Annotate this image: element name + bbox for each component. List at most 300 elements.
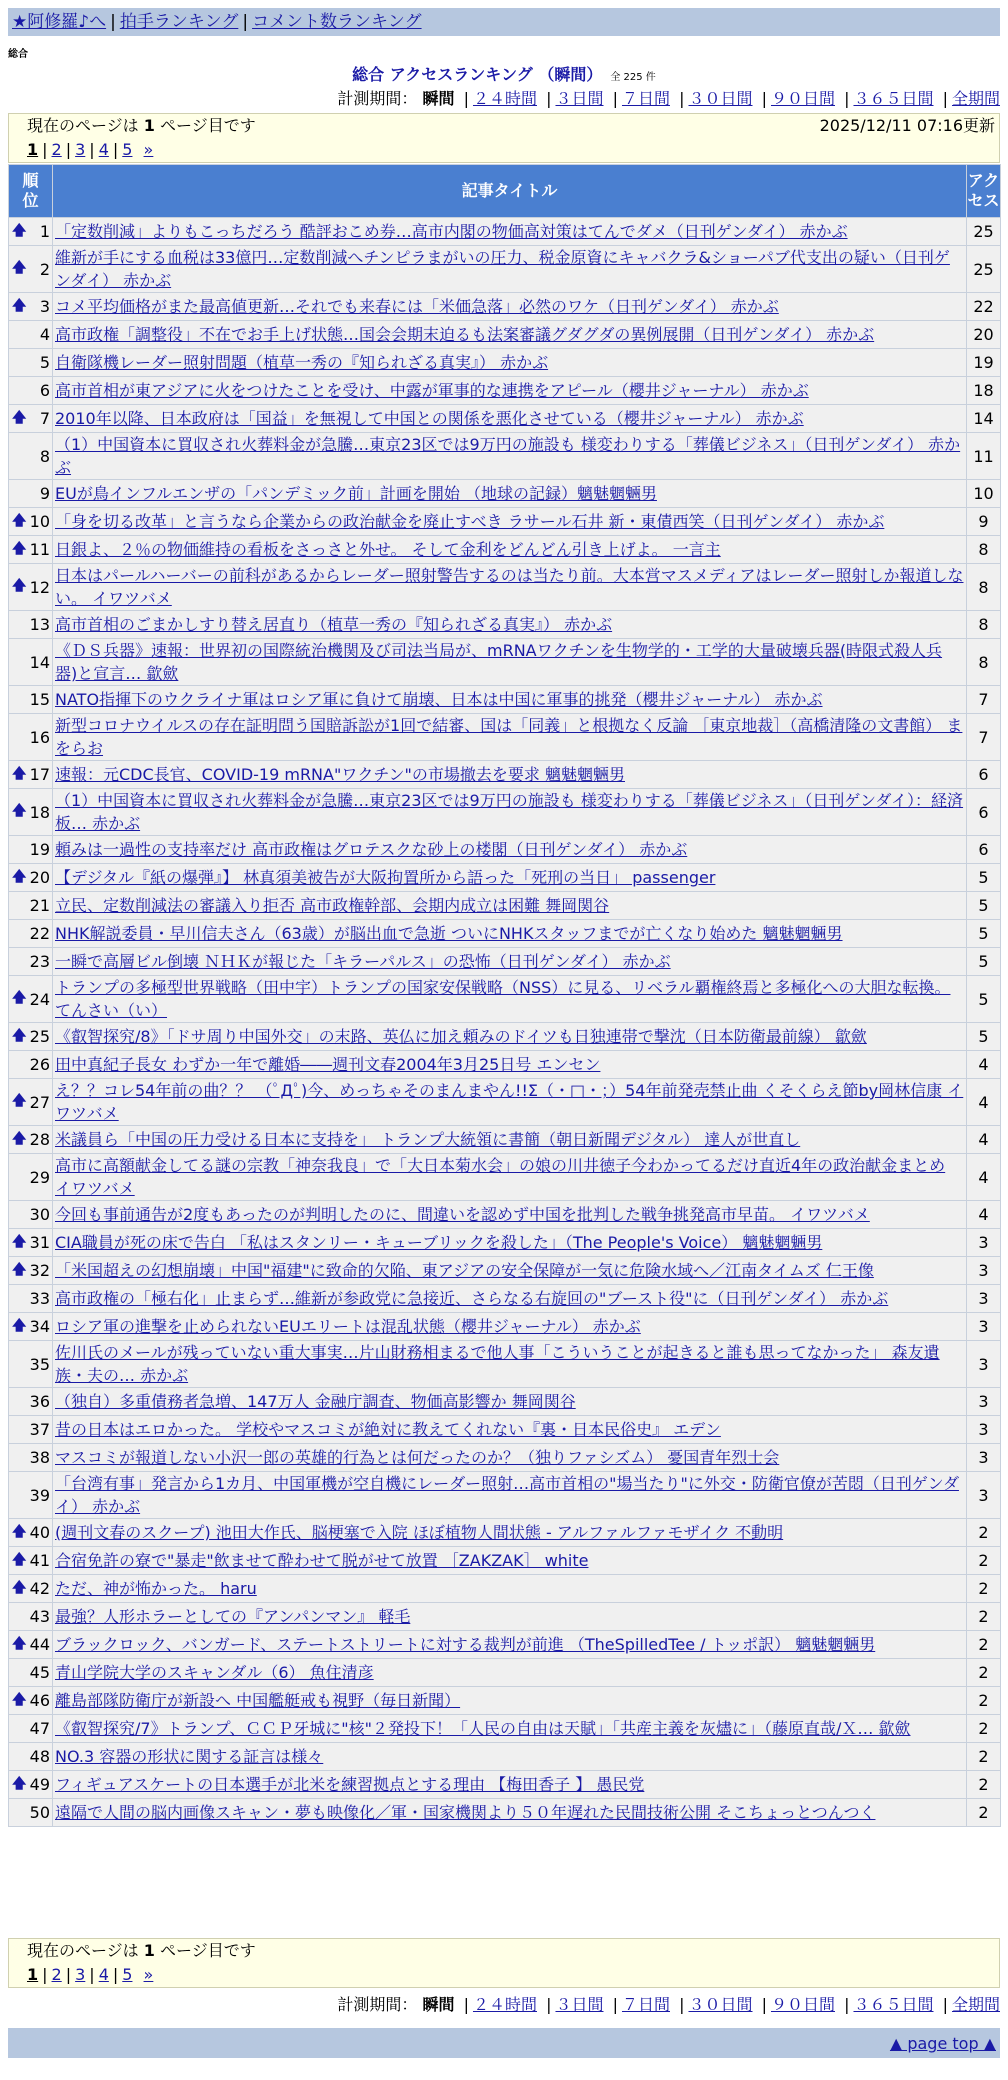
rank-cell <box>9 639 53 686</box>
article-title-link[interactable]: コメ平均価格がまた最高値更新…それでも来春には「米価急落」必然のワケ（日刊ゲンダイ） 赤かぶ <box>55 297 779 316</box>
title-cell <box>53 218 967 246</box>
rank-header-text: 順位 <box>22 171 39 210</box>
title-cell <box>53 1257 967 1285</box>
title-cell <box>53 611 967 639</box>
period-selector-top <box>337 86 1000 109</box>
title-cell <box>53 976 967 1023</box>
rank-up-arrow-icon: 🡅 <box>12 1775 27 1792</box>
pager-top <box>8 113 1000 163</box>
page-top-link[interactable]: ▲ page top ▲ <box>889 2034 996 2053</box>
article-title-link[interactable]: 日銀よ、２％の物価維持の看板をさっさと外せ。 そして金利をどんどん引き上げよ。 一言主 <box>55 540 721 559</box>
rank-number: 39 <box>29 1485 50 1505</box>
rank-cell <box>9 536 53 564</box>
pager-separator: | <box>112 1965 119 1984</box>
page-5-link[interactable]: 5 <box>122 140 133 159</box>
rank-number: 13 <box>29 615 50 634</box>
period-3d-link[interactable]: ３日間 <box>555 89 604 108</box>
page-5-link[interactable]: 5 <box>122 1965 133 1984</box>
article-title-link[interactable]: CIA職員が死の床で告白 「私はスタンリー・キューブリックを殺した」（The People's Voice） 魑魅魍魎男 <box>55 1233 823 1252</box>
article-title-link[interactable]: ただ、神が怖かった。 haru <box>55 1579 257 1598</box>
ranking-count: 全 225 件 <box>610 72 656 83</box>
access-count: 6 <box>967 836 1001 864</box>
rank-up-arrow-icon: 🡅 <box>12 990 27 1006</box>
rank-cell <box>9 789 53 836</box>
rank-cell <box>9 405 53 433</box>
access-count: 5 <box>967 1023 1001 1051</box>
rank-number: 38 <box>29 1448 50 1467</box>
rank-cell <box>9 1388 53 1416</box>
title-cell <box>53 246 967 293</box>
article-title-link[interactable]: 頼みは一過性の支持率だけ 高市政権はグロテスクな砂上の楼閣（日刊ゲンダイ） 赤かぶ <box>55 840 688 859</box>
title-cell <box>53 1201 967 1229</box>
rank-cell <box>9 1126 53 1154</box>
title-cell <box>53 433 967 480</box>
rank-number: 33 <box>29 1289 50 1308</box>
rank-up-arrow-icon: 🡅 <box>12 1691 27 1708</box>
article-title-link[interactable]: 最強？人形ホラーとしての『アンパンマン』 軽毛 <box>55 1607 411 1626</box>
rank-number: 26 <box>29 1055 50 1074</box>
article-title-link[interactable]: 「台湾有事」発言から1カ月、中国軍機が空自機にレーダー照射…高市首相の"場当たり"に外交・防衛官僚が苦悶（日刊ゲンダイ） 赤かぶ <box>55 1474 959 1516</box>
rank-cell <box>9 1519 53 1547</box>
access-count: 4 <box>967 1154 1001 1201</box>
rank-up-arrow-icon: 🡅 <box>12 540 27 557</box>
ranking-table-body <box>9 218 1001 1827</box>
article-title-link[interactable]: 田中真紀子長女 わずか一年で離婚――週刊文春2004年3月25日号 エンセン <box>55 1055 601 1074</box>
rank-cell <box>9 761 53 789</box>
rank-cell <box>9 1444 53 1472</box>
rank-number: 7 <box>39 409 50 428</box>
access-header-text: アクセス <box>967 171 1000 210</box>
rank-cell <box>9 1575 53 1603</box>
rank-cell <box>9 1771 53 1799</box>
article-title-link[interactable]: NATO指揮下のウクライナ軍はロシア軍に負けて崩壊、日本は中国に軍事的挑発（櫻井ジャーナル） 赤かぶ <box>55 690 823 709</box>
access-count: 3 <box>967 1313 1001 1341</box>
ranking-row <box>9 1575 1001 1603</box>
title-cell <box>53 1715 967 1743</box>
ranking-row <box>9 218 1001 246</box>
rank-number: 17 <box>29 765 50 784</box>
ranking-row <box>9 1257 1001 1285</box>
pager-status <box>9 114 999 137</box>
period-24h-link[interactable]: ２４時間 <box>472 89 537 108</box>
ranking-title-text: 総合 アクセスランキング （瞬間） <box>352 65 603 84</box>
page-2-link[interactable]: 2 <box>51 140 62 159</box>
page-4-link[interactable]: 4 <box>98 140 109 159</box>
title-cell <box>53 1444 967 1472</box>
article-title-link[interactable]: 自衛隊機レーダー照射問題（植草一秀の『知られざる真実』） 赤かぶ <box>55 353 549 372</box>
pager-suffix: ページ目です <box>160 1941 256 1960</box>
access-count: 7 <box>967 714 1001 761</box>
rank-cell <box>9 1229 53 1257</box>
rank-number: 50 <box>29 1803 50 1822</box>
ranking-row <box>9 1023 1001 1051</box>
rank-number: 4 <box>39 325 50 344</box>
period-separator: | <box>844 89 850 108</box>
ranking-row <box>9 1715 1001 1743</box>
article-title-link[interactable]: 高市首相が東アジアに火をつけたことを受け、中露が軍事的な連携をアピール（櫻井ジャーナル） 赤かぶ <box>55 381 809 400</box>
access-count: 3 <box>967 1257 1001 1285</box>
ranking-row <box>9 349 1001 377</box>
rank-cell <box>9 1341 53 1388</box>
title-cell <box>53 761 967 789</box>
article-title-link[interactable]: 遠隔で人間の脳内画像スキャン・夢も映像化／軍・国家機関より５０年遅れた民間技術公開 そこちょっとつんつく <box>55 1803 876 1822</box>
title-cell <box>53 349 967 377</box>
article-title-link[interactable]: 日本はパールハーバーの前科があるからレーダー照射警告するのは当たり前。大本営マスメディアはレーダー照射しか報道しない。 イワツバメ <box>55 566 964 608</box>
period-current: 瞬間 <box>422 1995 455 2014</box>
page-3-link[interactable]: 3 <box>75 1965 86 1984</box>
page-4-link[interactable]: 4 <box>98 1965 109 1984</box>
article-title-link[interactable]: 高市政権の「極右化」止まらず…維新が参政党に急接近、さらなる右旋回の"ブースト役"に（日刊ゲンダイ） 赤かぶ <box>55 1289 889 1308</box>
rank-cell <box>9 1201 53 1229</box>
period-30d-link[interactable]: ３０日間 <box>688 89 753 108</box>
rank-cell <box>9 1472 53 1519</box>
article-title-link[interactable]: 速報：元CDC長官、COVID-19 mRNA"ワクチン"の市場撤去を要求 魑魅魍魎男 <box>55 765 625 784</box>
access-column-header <box>967 165 1001 218</box>
rank-number: 3 <box>39 297 50 316</box>
title-cell <box>53 1313 967 1341</box>
access-count: 2 <box>967 1771 1001 1799</box>
article-title-link[interactable]: 合宿免許の寮で"暴走"飲ませて酔わせて脱がせて放置 ［ZAKZAK］ white <box>55 1551 589 1570</box>
access-count: 14 <box>967 405 1001 433</box>
access-count: 8 <box>967 536 1001 564</box>
pager-separator: | <box>89 140 95 159</box>
rank-cell <box>9 611 53 639</box>
period-3d-link[interactable]: ３日間 <box>555 1995 604 2014</box>
rank-number: 34 <box>29 1317 50 1336</box>
period-90d-link[interactable]: ９０日間 <box>770 89 835 108</box>
ranking-row <box>9 686 1001 714</box>
rank-number: 1 <box>39 222 50 241</box>
rank-up-arrow-icon: 🡅 <box>12 1130 27 1147</box>
ranking-row <box>9 1313 1001 1341</box>
article-title-link[interactable]: 高市に高額献金してる謎の宗教「神奈我良」で「大日本菊水会」の娘の川井徳子今わかってるだけ直近4年の政治献金まとめ イワツバメ <box>55 1156 946 1198</box>
article-title-link[interactable]: （1）中国資本に買収され火葬料金が急騰…東京23区では9万円の施設も 様変わりする「葬儀ビジネス」（日刊ゲンダイ） 赤かぶ <box>55 435 961 477</box>
period-separator: | <box>612 1995 618 2014</box>
rank-cell <box>9 1416 53 1444</box>
period-all-link[interactable]: 全期間 <box>951 1995 1000 2014</box>
ranking-row <box>9 1341 1001 1388</box>
rank-number: 28 <box>29 1130 50 1149</box>
ranking-row <box>9 1201 1001 1229</box>
article-title-link[interactable]: 「米国超えの幻想崩壊」中国"福建"に致命的欠陥、東アジアの安全保障が一気に危険水域へ／江南タイムズ 仁王像 <box>55 1261 874 1280</box>
access-count: 9 <box>967 508 1001 536</box>
title-cell <box>53 1771 967 1799</box>
access-count: 3 <box>967 1285 1001 1313</box>
rank-cell <box>9 976 53 1023</box>
rank-up-arrow-icon: 🡅 <box>12 1317 27 1334</box>
access-count: 6 <box>967 789 1001 836</box>
article-title-link[interactable]: 《叡智探究/7》トランプ、ＣＣＰ牙城に"核"２発投下！「人民の自由は天賦」「共産主義を灰燼に」（藤原直哉/Ｘ… 歙歛 <box>55 1719 911 1738</box>
rank-cell <box>9 714 53 761</box>
access-count: 2 <box>967 1659 1001 1687</box>
period-separator: | <box>612 89 618 108</box>
rank-cell <box>9 349 53 377</box>
rank-cell <box>9 1631 53 1659</box>
rank-number: 11 <box>29 540 50 559</box>
article-title-link[interactable]: 今回も事前通告が2度もあったのが判明したのに、間違いを認めず中国を批判した戦争挑発高市早苗。 イワツバメ <box>55 1205 870 1224</box>
ranking-row <box>9 976 1001 1023</box>
next-page-link[interactable]: » <box>143 140 154 159</box>
asyura-home-link[interactable]: ★阿修羅♪へ <box>12 12 107 32</box>
ranking-row <box>9 405 1001 433</box>
ranking-row <box>9 1659 1001 1687</box>
comment-ranking-link[interactable]: コメント数ランキング <box>252 12 422 32</box>
period-separator: | <box>679 89 685 108</box>
period-7d-link[interactable]: ７日間 <box>621 1995 670 2014</box>
rank-number: 5 <box>39 353 50 372</box>
article-title-link[interactable]: EUが鳥インフルエンザの「パンデミック前」計画を開始 （地球の記録）魑魅魍魎男 <box>55 484 657 503</box>
access-count: 4 <box>967 1079 1001 1126</box>
title-cell <box>53 686 967 714</box>
access-count: 2 <box>967 1575 1001 1603</box>
pager-separator: | <box>42 1965 48 1984</box>
access-count: 2 <box>967 1687 1001 1715</box>
article-title-link[interactable]: 立民、定数削減法の審議入り拒否 高市政権幹部、会期内成立は困難 舞岡関谷 <box>55 896 610 915</box>
page-3-link[interactable]: 3 <box>75 140 86 159</box>
rank-number: 6 <box>39 381 50 400</box>
title-cell <box>53 714 967 761</box>
article-title-link[interactable]: ブラックロック、バンガード、ステートストリートに対する裁判が前進 （TheSpilledTee / トッポ訳） 魑魅魍魎男 <box>55 1635 876 1654</box>
rank-number: 37 <box>29 1420 50 1439</box>
title-cell <box>53 1631 967 1659</box>
rank-cell <box>9 246 53 293</box>
rank-cell <box>9 1659 53 1687</box>
article-title-link[interactable]: 高市首相のごまかしすり替え居直り（植草一秀の『知られざる真実』） 赤かぶ <box>55 615 613 634</box>
ranking-row <box>9 892 1001 920</box>
period-90d-link[interactable]: ９０日間 <box>770 1995 835 2014</box>
title-cell <box>53 536 967 564</box>
article-title-link[interactable]: （独自）多重債務者急増、147万人 金融庁調査、物価高影響か 舞岡関谷 <box>55 1392 576 1411</box>
title-cell <box>53 836 967 864</box>
rank-cell <box>9 686 53 714</box>
pager-links <box>9 137 999 162</box>
rank-number: 44 <box>29 1635 50 1654</box>
article-title-link[interactable]: 《ＤＳ兵器》速報：世界初の国際統治機関及び司法当局が、mRNAワクチンを生物学的・工学的大量破壊兵器(時限式殺人兵器)と宣言… 歙歛 <box>55 641 943 683</box>
period-separator: | <box>761 1995 767 2014</box>
access-count: 2 <box>967 1603 1001 1631</box>
ranking-row <box>9 920 1001 948</box>
article-title-link[interactable]: 昔の日本はエロかった。 学校やマスコミが絶対に教えてくれない『裏・日本民俗史』 エデン <box>55 1420 721 1439</box>
rank-cell <box>9 864 53 892</box>
article-title-link[interactable]: 2010年以降、日本政府は「国益」を無視して中国との関係を悪化させている（櫻井ジャーナル） 赤かぶ <box>55 409 804 428</box>
next-page-link[interactable]: » <box>143 1965 154 1984</box>
rank-up-arrow-icon: 🡅 <box>12 765 27 782</box>
ranking-row <box>9 321 1001 349</box>
access-count: 3 <box>967 1444 1001 1472</box>
rank-number: 23 <box>29 952 50 971</box>
title-cell <box>53 405 967 433</box>
rank-cell <box>9 1547 53 1575</box>
rank-up-arrow-icon: 🡅 <box>12 1093 27 1109</box>
title-cell <box>53 639 967 686</box>
article-title-link[interactable]: (週刊文春のスクープ) 池田大作氏、脳梗塞で入院 ほぼ植物人間状態 - アルファルファモザイク 不動明 <box>55 1523 784 1542</box>
title-cell <box>53 864 967 892</box>
title-cell <box>53 1285 967 1313</box>
ranking-row <box>9 1687 1001 1715</box>
rank-cell <box>9 1154 53 1201</box>
rank-number: 24 <box>29 989 50 1009</box>
rank-cell <box>9 377 53 405</box>
rank-up-arrow-icon: 🡅 <box>12 1233 27 1250</box>
rank-number: 21 <box>29 896 50 915</box>
period-all-link[interactable]: 全期間 <box>951 89 1000 108</box>
title-cell <box>53 920 967 948</box>
access-count: 10 <box>967 480 1001 508</box>
title-cell <box>53 508 967 536</box>
article-title-link[interactable]: 青山学院大学のスキャンダル（6） 魚住清彦 <box>55 1663 374 1682</box>
rank-cell <box>9 892 53 920</box>
rank-number: 14 <box>29 652 50 672</box>
rank-number: 40 <box>29 1523 50 1542</box>
pager-prefix: 現在のページは <box>27 116 139 135</box>
access-count: 3 <box>967 1388 1001 1416</box>
rank-number: 30 <box>29 1205 50 1224</box>
ranking-row <box>9 1472 1001 1519</box>
rank-up-arrow-icon: 🡅 <box>12 260 27 276</box>
article-title-link[interactable]: 「定数削減」よりもこっちだろう 酷評おこめ券…高市内閣の物価高対策はてんでダメ（日刊ゲンダイ） 赤かぶ <box>55 222 848 241</box>
article-title-link[interactable]: 「身を切る改革」と言うなら企業からの政治献金を廃止すべき ラサール石井 新・東債西笑（日刊ゲンダイ） 赤かぶ <box>55 512 885 531</box>
access-count: 2 <box>967 1519 1001 1547</box>
article-title-link[interactable]: NO.3 容器の形状に関する証言は様々 <box>55 1747 324 1766</box>
article-title-link[interactable]: え？？コレ54年前の曲？？ （ﾟДﾟ)今、めっちゃそのまんまやん!!Σ（・□・；）54年前発売禁止曲 くそくらえ節by岡林信康 イワツバメ <box>55 1081 964 1123</box>
rank-cell <box>9 321 53 349</box>
rank-number: 19 <box>29 840 50 859</box>
rank-cell <box>9 1285 53 1313</box>
ranking-row <box>9 564 1001 611</box>
access-count: 18 <box>967 377 1001 405</box>
access-count: 5 <box>967 864 1001 892</box>
access-count: 20 <box>967 321 1001 349</box>
article-title-link[interactable]: 《叡智探究/8》「ドサ周り中国外交」の末路、英仏に加え頼みのドイツも日独連帯で撃沈（日本防衛最前線） 歙歛 <box>55 1027 867 1046</box>
article-title-link[interactable]: （1）中国資本に買収され火葬料金が急騰…東京23区では9万円の施設も 様変わりする「葬儀ビジネス」（日刊ゲンダイ）：経済板… 赤かぶ <box>55 791 964 833</box>
title-cell <box>53 480 967 508</box>
period-24h-link[interactable]: ２４時間 <box>472 1995 537 2014</box>
rank-number: 20 <box>29 868 50 887</box>
title-cell <box>53 892 967 920</box>
access-count: 2 <box>967 1799 1001 1827</box>
rank-cell <box>9 948 53 976</box>
ranking-row <box>9 1547 1001 1575</box>
rank-up-arrow-icon: 🡅 <box>12 297 27 314</box>
period-separator: | <box>679 1995 685 2014</box>
ranking-row <box>9 1603 1001 1631</box>
article-title-link[interactable]: 高市政権「調整役」不在でお手上げ状態…国会会期末迫るも法案審議グダグダの異例展開（日刊ゲンダイ） 赤かぶ <box>55 325 875 344</box>
period-separator: | <box>844 1995 850 2014</box>
pager-current-number: 1 <box>143 116 155 135</box>
pager-separator: | <box>65 140 72 159</box>
ranking-row <box>9 1743 1001 1771</box>
period-365d-link[interactable]: ３６５日間 <box>853 1995 934 2014</box>
article-title-link[interactable]: フィギュアスケートの日本選手が北米を練習拠点とする理由 【梅田香子 】 愚民党 <box>55 1775 645 1794</box>
title-cell <box>53 564 967 611</box>
page-1-current: 1 <box>27 140 39 159</box>
title-cell <box>53 293 967 321</box>
title-cell <box>53 1687 967 1715</box>
rank-cell <box>9 433 53 480</box>
rank-number: 8 <box>39 446 50 466</box>
title-cell <box>53 1603 967 1631</box>
article-title-link[interactable]: 一瞬で高層ビル倒壊 ＮＨＫが報じた「キラーパルス」の恐怖（日刊ゲンダイ） 赤かぶ <box>55 952 671 971</box>
ranking-row <box>9 1799 1001 1827</box>
article-title-link[interactable]: マスコミが報道しない小沢一郎の英雄的行為とは何だったのか？（独りファシズム） 憂国青年烈士会 <box>55 1448 780 1467</box>
rank-number: 36 <box>29 1392 50 1411</box>
period-separator: | <box>546 1995 552 2014</box>
applause-ranking-link[interactable]: 拍手ランキング <box>119 12 239 32</box>
access-count: 8 <box>967 639 1001 686</box>
ranking-row <box>9 293 1001 321</box>
rank-number: 43 <box>29 1607 50 1626</box>
rank-number: 27 <box>29 1092 50 1112</box>
rank-up-arrow-icon: 🡅 <box>12 1551 27 1568</box>
period-current: 瞬間 <box>422 89 455 108</box>
rank-cell <box>9 218 53 246</box>
article-title-link[interactable]: 離島部隊防衛庁が新設へ 中国艦艇戒も視野（毎日新聞） <box>55 1691 461 1710</box>
access-count: 8 <box>967 564 1001 611</box>
period-365d-link[interactable]: ３６５日間 <box>853 89 934 108</box>
access-count: 6 <box>967 761 1001 789</box>
article-title-link[interactable]: 新型コロナウイルスの存在証明問う国賠訴訟が1回で結審、国は「同義」と根拠なく反論 ［東京地裁］（高橋清隆の文書館） まをらお <box>55 716 963 758</box>
access-count: 2 <box>967 1715 1001 1743</box>
nav-separator: | <box>110 12 116 32</box>
category-label: 総合 <box>8 49 28 60</box>
access-count: 25 <box>967 218 1001 246</box>
rank-number: 49 <box>29 1775 50 1794</box>
access-count: 4 <box>967 1126 1001 1154</box>
article-title-link[interactable]: 佐川氏のメールが残っていない重大事実…片山財務相まるで他人事「こういうことが起きると誰も思ってなかった」 森友遺族・夫の… 赤かぶ <box>55 1343 940 1385</box>
page-2-link[interactable]: 2 <box>51 1965 62 1984</box>
period-30d-link[interactable]: ３０日間 <box>688 1995 753 2014</box>
ranking-table-header <box>9 165 1001 218</box>
pager-status-bottom <box>9 1939 999 1962</box>
title-cell <box>53 1079 967 1126</box>
article-title-link[interactable]: ロシア軍の進撃を止められないEUエリートは混乱状態（櫻井ジャーナル） 赤かぶ <box>55 1317 641 1336</box>
article-title-link[interactable]: NHK解説委員・早川信夫さん（63歳）が脳出血で急逝 ついにNHKスタッフまでが亡くなり始めた 魑魅魍魎男 <box>55 924 843 943</box>
title-cell <box>53 1575 967 1603</box>
period-separator: | <box>942 89 948 108</box>
rank-number: 42 <box>29 1579 50 1598</box>
rank-up-arrow-icon: 🡅 <box>12 1027 27 1044</box>
article-title-link[interactable]: トランプの多極型世界戦略（田中宇）トランプの国家安保戦略（NSS）に見る、リベラル覇権終焉と多極化への大胆な転換。 てんさい（い） <box>55 978 951 1020</box>
article-title-link[interactable]: 【デジタル『紙の爆弾』】 林真須美被告が大阪拘置所から語った「死刑の当日」 passenger <box>55 868 716 887</box>
period-separator: | <box>546 89 552 108</box>
ranking-row <box>9 836 1001 864</box>
access-count: 2 <box>967 1547 1001 1575</box>
period-7d-link[interactable]: ７日間 <box>621 89 670 108</box>
ranking-row <box>9 1444 1001 1472</box>
title-cell <box>53 1519 967 1547</box>
period-separator: | <box>761 89 767 108</box>
rank-up-arrow-icon: 🡅 <box>12 578 27 594</box>
ranking-row <box>9 1126 1001 1154</box>
rank-cell <box>9 1079 53 1126</box>
article-title-link[interactable]: 維新が手にする血税は33億円…定数削減へチンピラまがいの圧力、税金原資にキャバクラ&ショーパブ代支出の疑い（日刊ゲンダイ） 赤かぶ <box>55 248 950 290</box>
title-cell <box>53 789 967 836</box>
rank-up-arrow-icon: 🡅 <box>12 1523 27 1540</box>
ranking-row <box>9 714 1001 761</box>
article-title-link[interactable]: 米議員ら「中国の圧力受ける日本に支持を」 トランプ大統領に書簡（朝日新聞デジタル） 達人が世直し <box>55 1130 801 1149</box>
title-cell <box>53 321 967 349</box>
access-count: 11 <box>967 433 1001 480</box>
pager-prefix: 現在のページは <box>27 1941 139 1960</box>
ranking-title <box>0 62 1008 85</box>
nav-separator: | <box>242 12 249 32</box>
ranking-row <box>9 1519 1001 1547</box>
ranking-row <box>9 1631 1001 1659</box>
title-cell <box>53 1051 967 1079</box>
title-cell <box>53 948 967 976</box>
rank-number: 15 <box>29 690 50 709</box>
access-count: 3 <box>967 1416 1001 1444</box>
